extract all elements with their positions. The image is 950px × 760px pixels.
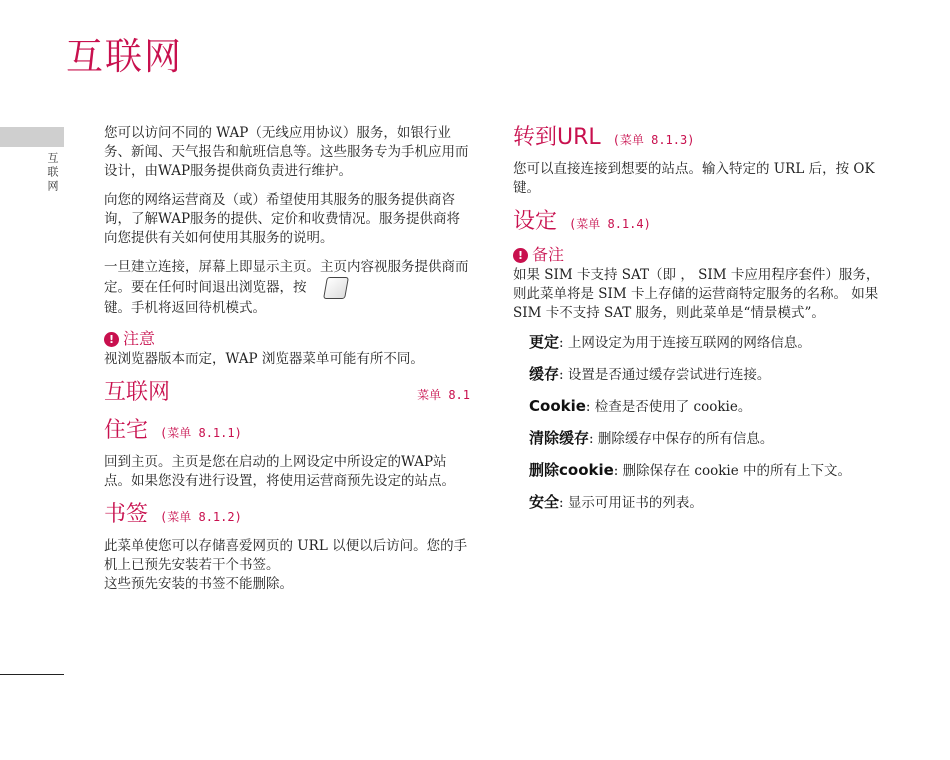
term-label: 缓存 <box>529 365 560 383</box>
term-description: : 删除缓存中保存的所有信息。 <box>589 431 774 447</box>
home-body: 回到主页。主页是您在启动的上网设定中所设定的WAP站点。如果您没有进行设置，将使用运营商预先设定的站点。 <box>104 454 455 489</box>
bookmark-title: 书签 <box>104 502 149 527</box>
left-column <box>104 124 470 604</box>
side-tab-marker <box>0 127 64 147</box>
page-title: 互联网 <box>66 35 183 78</box>
connect-text-b: 键。手机将返回待机模式。 <box>104 300 266 316</box>
term-label: 安全 <box>529 493 560 511</box>
url-menu-number: (菜单 8.1.3) <box>612 133 695 147</box>
bookmark-body-2: 这些预先安装的书签不能删除。 <box>104 576 293 592</box>
section-menu-number: 菜单 8.1 <box>417 388 470 402</box>
bookmark-menu-number: (菜单 8.1.2) <box>160 510 242 524</box>
connect-text-a: 一旦建立连接，屏幕上即显示主页。主页内容视服务提供商而定。要在任何时间退出浏览器，按 <box>104 259 469 296</box>
settings-menu-number: (菜单 8.1.4) <box>569 217 651 231</box>
url-body: 您可以直接连接到想要的站点。输入特定的 URL 后，按 OK 键。 <box>513 161 875 196</box>
end-key-icon <box>323 277 349 299</box>
connect-paragraph <box>104 258 470 318</box>
bookmark-heading <box>104 501 470 531</box>
settings-term-item <box>529 365 888 385</box>
section-heading <box>104 379 470 409</box>
exclamation-icon: ! <box>104 332 119 347</box>
home-heading <box>104 417 470 447</box>
settings-heading <box>513 208 888 238</box>
provider-paragraph: 向您的网络运营商及（或）希望使用其服务的服务提供商咨询，了解WAP服务的提供、定价和收费情况。服务提供商将向您提供有关如何使用其服务的说明。 <box>104 192 461 246</box>
note-title: 注意 <box>123 329 156 348</box>
settings-title: 设定 <box>513 209 558 234</box>
side-chapter-label: 互联网 <box>46 152 59 194</box>
home-menu-number: (菜单 8.1.1) <box>160 426 242 440</box>
term-description: : 设置是否通过缓存尝试进行连接。 <box>559 367 771 383</box>
settings-term-item <box>529 429 888 449</box>
remark-body: 如果 SIM 卡支持 SAT（即 ， SIM 卡应用程序套件）服务，则此菜单将是 SIM 卡上存储的运营商特定服务的名称。 如果 SIM 卡不支持 SAT 服务，则此菜单是“情景模式”。 <box>513 267 880 321</box>
settings-term-item <box>529 397 888 417</box>
settings-term-item <box>529 461 888 481</box>
url-heading <box>513 124 888 154</box>
remark-title: 备注 <box>532 245 565 264</box>
term-description: : 删除保存在 cookie 中的所有上下文。 <box>613 463 852 479</box>
section-title: 互联网 <box>104 380 171 405</box>
home-title: 住宅 <box>104 418 149 443</box>
note-body: 视浏览器版本而定，WAP 浏览器菜单可能有所不同。 <box>104 351 424 367</box>
url-title: 转到URL <box>513 125 601 150</box>
term-description: : 显示可用证书的列表。 <box>559 495 703 511</box>
settings-term-item <box>529 493 888 513</box>
remark-heading <box>513 244 888 266</box>
intro-paragraph: 您可以访问不同的 WAP（无线应用协议）服务，如银行业务、新闻、天气报告和航班信息等。这些服务专为手机应用而设计，由WAP服务提供商负责进行维护。 <box>104 125 469 179</box>
term-label: 删除cookie <box>529 461 614 479</box>
settings-term-item <box>529 333 888 353</box>
settings-term-list <box>529 333 888 513</box>
right-column <box>513 124 888 525</box>
term-label: Cookie <box>529 397 586 415</box>
bookmark-body: 此菜单使您可以存储喜爱网页的 URL 以便以后访问。您的手机上已预先安装若干个书签。 <box>104 538 468 573</box>
term-description: : 上网设定为用于连接互联网的网络信息。 <box>559 335 811 351</box>
exclamation-icon: ! <box>513 248 528 263</box>
term-description: : 检查是否使用了 cookie。 <box>585 399 752 415</box>
term-label: 更定 <box>529 333 560 351</box>
footer-rule <box>0 674 64 675</box>
note-heading <box>104 328 470 350</box>
term-label: 清除缓存 <box>529 429 590 447</box>
